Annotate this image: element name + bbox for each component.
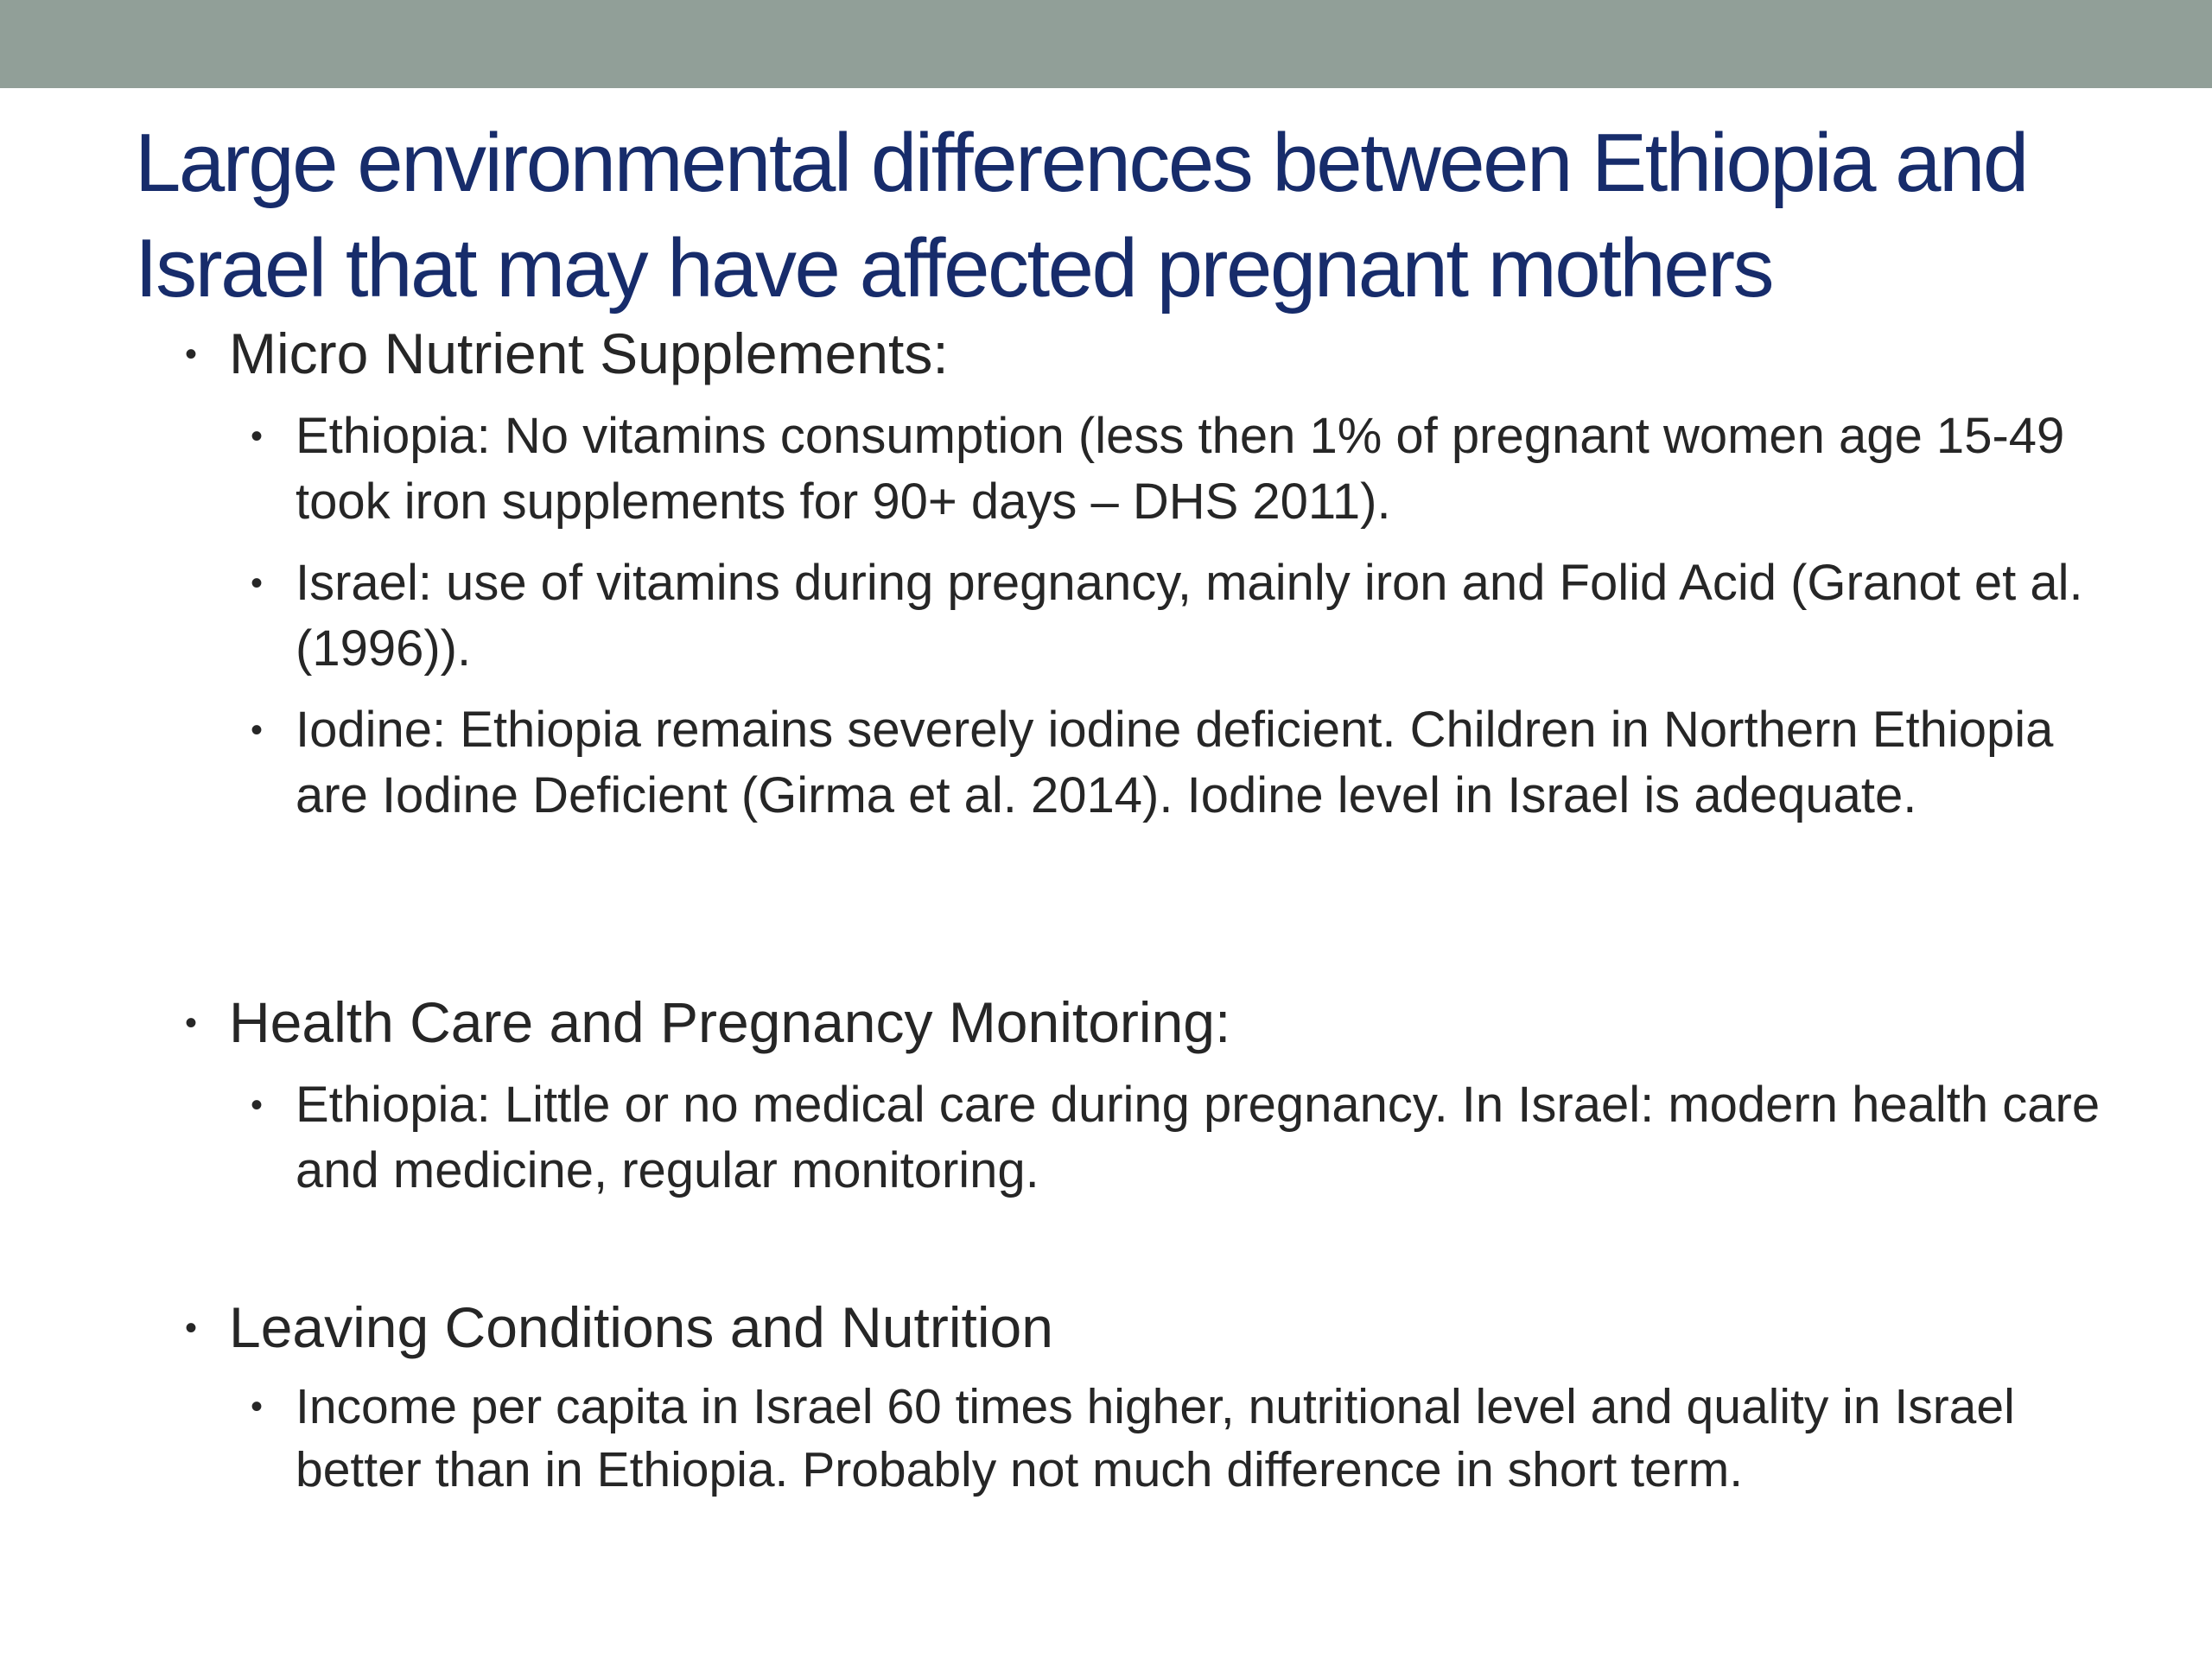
list-item-text: Ethiopia: No vitamins consumption (less then 1% of pregnant women age 15-49 took iron supplements for 90+ days – DHS 2011). xyxy=(296,408,2065,530)
section-heading-micro-nutrients xyxy=(185,320,2130,387)
section-heading-health-care xyxy=(185,988,2130,1056)
list-item-income xyxy=(251,1376,2101,1502)
bullet-icon: • xyxy=(251,1388,264,1426)
bullet-icon: • xyxy=(185,1309,198,1347)
bullet-icon: • xyxy=(185,1004,198,1042)
list-item-iodine xyxy=(251,697,2101,829)
slide-title: Large environmental differences between Ethiopia and Israel that may have affected pregnant mothers xyxy=(135,117,2027,315)
section-heading-living-conditions xyxy=(185,1294,2130,1361)
section-heading-text: Health Care and Pregnancy Monitoring: xyxy=(229,990,1231,1054)
list-item-text: Iodine: Ethiopia remains severely iodine deficient. Children in Northern Ethiopia are Iodine Deficient (Girma et al. 2014). Iodine level in Israel is adequate. xyxy=(296,702,2054,823)
bullet-icon: • xyxy=(185,335,198,373)
list-item-ethiopia-vitamins xyxy=(251,404,2101,535)
bullet-icon: • xyxy=(251,564,264,602)
bullet-icon: • xyxy=(251,417,264,455)
list-item-text: Israel: use of vitamins during pregnancy, mainly iron and Folid Acid (Granot et al. (1996)). xyxy=(296,555,2083,677)
section-heading-text: Leaving Conditions and Nutrition xyxy=(229,1295,1053,1359)
section-heading-text: Micro Nutrient Supplements: xyxy=(229,321,949,385)
bullet-icon: • xyxy=(251,1086,264,1124)
bullet-icon: • xyxy=(251,711,264,749)
list-item-medical-care xyxy=(251,1072,2101,1204)
list-item-text: Income per capita in Israel 60 times higher, nutritional level and quality in Israel better than in Ethiopia. Probably not much difference in short term. xyxy=(296,1379,2015,1497)
list-item-text: Ethiopia: Little or no medical care during pregnancy. In Israel: modern health care and medicine, regular monitoring. xyxy=(296,1077,2101,1198)
list-item-israel-vitamins xyxy=(251,550,2101,682)
